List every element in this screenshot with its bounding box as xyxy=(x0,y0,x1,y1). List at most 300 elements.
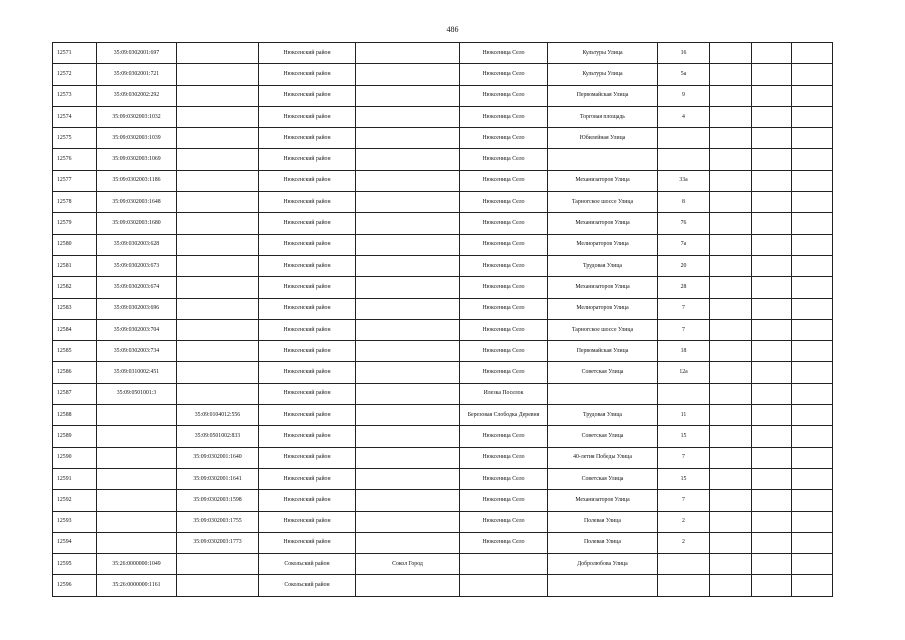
extra-cell-1 xyxy=(710,362,752,383)
extra-cell-1 xyxy=(710,170,752,191)
district-cell: Нюксенский район xyxy=(259,234,356,255)
extra-cell-3 xyxy=(792,383,833,404)
settlement-cell: Нюксеница Село xyxy=(460,106,548,127)
table-row xyxy=(53,532,833,553)
settlement-cell: Нюксеница Село xyxy=(460,298,548,319)
settlement-cell: Нюксеница Село xyxy=(460,362,548,383)
settlement-cell: Нюксеница Село xyxy=(460,170,548,191)
house-number-cell: 9 xyxy=(658,85,710,106)
district-cell: Нюксенский район xyxy=(259,85,356,106)
district-cell: Нюксенский район xyxy=(259,532,356,553)
row-number-cell: 12596 xyxy=(53,575,97,596)
cadastral-number-cell: 35:09:0310002:451 xyxy=(97,362,177,383)
cadastral-number-cell xyxy=(97,447,177,468)
extra-cell-1 xyxy=(710,468,752,489)
district-cell: Нюксенский район xyxy=(259,43,356,64)
street-cell: Торговая площадь xyxy=(548,106,658,127)
cadastral-number-alt-cell: 35:09:0501002:833 xyxy=(177,426,259,447)
table-row xyxy=(53,319,833,340)
row-number-cell: 12572 xyxy=(53,64,97,85)
extra-cell-3 xyxy=(792,362,833,383)
cadastral-number-alt-cell xyxy=(177,106,259,127)
house-number-cell: 7 xyxy=(658,490,710,511)
extra-cell-3 xyxy=(792,64,833,85)
street-cell: Механизаторов Улица xyxy=(548,213,658,234)
table-row xyxy=(53,128,833,149)
house-number-cell: 2 xyxy=(658,532,710,553)
extra-cell-3 xyxy=(792,192,833,213)
extra-cell-1 xyxy=(710,341,752,362)
district-cell: Нюксенский район xyxy=(259,319,356,340)
city-cell xyxy=(356,192,460,213)
table-row xyxy=(53,575,833,596)
row-number-cell: 12593 xyxy=(53,511,97,532)
settlement-cell: Нюксеница Село xyxy=(460,234,548,255)
house-number-cell: 7а xyxy=(658,234,710,255)
house-number-cell: 2 xyxy=(658,511,710,532)
row-number-cell: 12591 xyxy=(53,468,97,489)
cadastral-number-cell: 35:09:0302003:1186 xyxy=(97,170,177,191)
extra-cell-1 xyxy=(710,106,752,127)
extra-cell-2 xyxy=(752,362,792,383)
row-number-cell: 12578 xyxy=(53,192,97,213)
table-row xyxy=(53,85,833,106)
row-number-cell: 12577 xyxy=(53,170,97,191)
cadastral-number-cell: 35:09:0302003:696 xyxy=(97,298,177,319)
cadastral-number-alt-cell xyxy=(177,362,259,383)
city-cell xyxy=(356,85,460,106)
table-row xyxy=(53,554,833,575)
cadastral-number-alt-cell xyxy=(177,255,259,276)
city-cell xyxy=(356,383,460,404)
house-number-cell: 33а xyxy=(658,170,710,191)
street-cell: Механизаторов Улица xyxy=(548,170,658,191)
street-cell xyxy=(548,149,658,170)
cadastral-number-cell xyxy=(97,511,177,532)
settlement-cell: Илезка Поселок xyxy=(460,383,548,404)
cadastral-number-cell: 35:09:0302003:674 xyxy=(97,277,177,298)
district-cell: Нюксенский район xyxy=(259,170,356,191)
city-cell xyxy=(356,128,460,149)
cadastral-number-alt-cell xyxy=(177,170,259,191)
table-row xyxy=(53,64,833,85)
cadastral-number-alt-cell xyxy=(177,128,259,149)
extra-cell-2 xyxy=(752,511,792,532)
extra-cell-3 xyxy=(792,468,833,489)
table-row xyxy=(53,106,833,127)
settlement-cell: Нюксеница Село xyxy=(460,213,548,234)
city-cell xyxy=(356,298,460,319)
settlement-cell: Нюксеница Село xyxy=(460,255,548,276)
settlement-cell: Нюксеница Село xyxy=(460,319,548,340)
extra-cell-3 xyxy=(792,255,833,276)
extra-cell-1 xyxy=(710,85,752,106)
extra-cell-3 xyxy=(792,575,833,596)
extra-cell-1 xyxy=(710,511,752,532)
house-number-cell: 16 xyxy=(658,43,710,64)
settlement-cell: Нюксеница Село xyxy=(460,149,548,170)
table-row xyxy=(53,255,833,276)
district-cell: Нюксенский район xyxy=(259,362,356,383)
district-cell: Нюксенский район xyxy=(259,149,356,170)
district-cell: Нюксенский район xyxy=(259,128,356,149)
house-number-cell xyxy=(658,128,710,149)
extra-cell-1 xyxy=(710,149,752,170)
extra-cell-3 xyxy=(792,554,833,575)
cadastral-number-cell: 35:09:0302003:628 xyxy=(97,234,177,255)
table-row xyxy=(53,213,833,234)
settlement-cell: Нюксеница Село xyxy=(460,447,548,468)
cadastral-number-alt-cell: 35:09:0302001:1641 xyxy=(177,468,259,489)
table-row xyxy=(53,490,833,511)
settlement-cell: Нюксеница Село xyxy=(460,490,548,511)
table-row xyxy=(53,149,833,170)
settlement-cell: Нюксеница Село xyxy=(460,277,548,298)
table-row xyxy=(53,298,833,319)
row-number-cell: 12584 xyxy=(53,319,97,340)
row-number-cell: 12590 xyxy=(53,447,97,468)
cadastral-number-alt-cell xyxy=(177,277,259,298)
city-cell xyxy=(356,532,460,553)
street-cell: Первомайская Улица xyxy=(548,85,658,106)
extra-cell-3 xyxy=(792,405,833,426)
city-cell xyxy=(356,170,460,191)
street-cell: Первомайская Улица xyxy=(548,341,658,362)
cadastral-number-alt-cell: 35:09:0302003:1755 xyxy=(177,511,259,532)
extra-cell-1 xyxy=(710,490,752,511)
extra-cell-2 xyxy=(752,447,792,468)
extra-cell-2 xyxy=(752,255,792,276)
cadastral-number-cell: 35:09:0302003:1680 xyxy=(97,213,177,234)
city-cell xyxy=(356,43,460,64)
extra-cell-3 xyxy=(792,234,833,255)
extra-cell-3 xyxy=(792,170,833,191)
row-number-cell: 12588 xyxy=(53,405,97,426)
city-cell xyxy=(356,319,460,340)
cadastral-number-alt-cell xyxy=(177,43,259,64)
house-number-cell: 7 xyxy=(658,319,710,340)
extra-cell-2 xyxy=(752,468,792,489)
city-cell xyxy=(356,490,460,511)
extra-cell-2 xyxy=(752,277,792,298)
extra-cell-2 xyxy=(752,106,792,127)
cadastral-number-alt-cell: 35:09:0104012:556 xyxy=(177,405,259,426)
house-number-cell: 11 xyxy=(658,405,710,426)
extra-cell-1 xyxy=(710,405,752,426)
cadastral-number-cell: 35:09:0302001:697 xyxy=(97,43,177,64)
street-cell: Трудовая Улица xyxy=(548,405,658,426)
house-number-cell: 7 xyxy=(658,447,710,468)
city-cell xyxy=(356,405,460,426)
house-number-cell: 15 xyxy=(658,426,710,447)
table-row xyxy=(53,362,833,383)
house-number-cell: 4 xyxy=(658,106,710,127)
district-cell: Нюксенский район xyxy=(259,213,356,234)
extra-cell-2 xyxy=(752,234,792,255)
row-number-cell: 12592 xyxy=(53,490,97,511)
cadastral-number-cell: 35:26:0000000:1049 xyxy=(97,554,177,575)
extra-cell-3 xyxy=(792,426,833,447)
row-number-cell: 12582 xyxy=(53,277,97,298)
street-cell: Трудовая Улица xyxy=(548,255,658,276)
extra-cell-2 xyxy=(752,383,792,404)
cadastral-number-alt-cell xyxy=(177,213,259,234)
extra-cell-2 xyxy=(752,490,792,511)
district-cell: Нюксенский район xyxy=(259,341,356,362)
cadastral-number-cell xyxy=(97,490,177,511)
registry-table xyxy=(52,42,833,597)
street-cell: Советская Улица xyxy=(548,468,658,489)
district-cell: Нюксенский район xyxy=(259,468,356,489)
cadastral-number-alt-cell xyxy=(177,575,259,596)
street-cell: Советская Улица xyxy=(548,426,658,447)
extra-cell-2 xyxy=(752,319,792,340)
extra-cell-3 xyxy=(792,43,833,64)
cadastral-number-alt-cell: 35:09:0302003:1598 xyxy=(177,490,259,511)
district-cell: Нюксенский район xyxy=(259,192,356,213)
table-row xyxy=(53,192,833,213)
settlement-cell xyxy=(460,554,548,575)
table-row xyxy=(53,43,833,64)
cadastral-number-alt-cell xyxy=(177,383,259,404)
district-cell: Нюксенский район xyxy=(259,64,356,85)
street-cell: Механизаторов Улица xyxy=(548,490,658,511)
extra-cell-2 xyxy=(752,64,792,85)
district-cell: Нюксенский район xyxy=(259,490,356,511)
street-cell: Юбилейная Улица xyxy=(548,128,658,149)
extra-cell-1 xyxy=(710,383,752,404)
row-number-cell: 12589 xyxy=(53,426,97,447)
row-number-cell: 12576 xyxy=(53,149,97,170)
page-number: 486 xyxy=(446,25,459,34)
city-cell xyxy=(356,511,460,532)
extra-cell-3 xyxy=(792,490,833,511)
street-cell xyxy=(548,383,658,404)
cadastral-number-alt-cell xyxy=(177,64,259,85)
extra-cell-2 xyxy=(752,575,792,596)
cadastral-number-alt-cell xyxy=(177,554,259,575)
extra-cell-1 xyxy=(710,554,752,575)
table-row xyxy=(53,511,833,532)
house-number-cell xyxy=(658,554,710,575)
settlement-cell: Нюксеница Село xyxy=(460,192,548,213)
cadastral-number-cell xyxy=(97,405,177,426)
cadastral-number-cell: 35:09:0302003:734 xyxy=(97,341,177,362)
street-cell: 40-летия Победы Улица xyxy=(548,447,658,468)
house-number-cell xyxy=(658,575,710,596)
row-number-cell: 12585 xyxy=(53,341,97,362)
table-row xyxy=(53,277,833,298)
extra-cell-3 xyxy=(792,85,833,106)
street-cell: Культуры Улица xyxy=(548,64,658,85)
table-row xyxy=(53,383,833,404)
extra-cell-2 xyxy=(752,213,792,234)
street-cell: Полевая Улица xyxy=(548,511,658,532)
city-cell xyxy=(356,106,460,127)
extra-cell-2 xyxy=(752,298,792,319)
extra-cell-2 xyxy=(752,426,792,447)
street-cell: Механизаторов Улица xyxy=(548,277,658,298)
cadastral-number-cell xyxy=(97,532,177,553)
city-cell xyxy=(356,277,460,298)
city-cell xyxy=(356,234,460,255)
city-cell xyxy=(356,426,460,447)
extra-cell-2 xyxy=(752,85,792,106)
extra-cell-1 xyxy=(710,532,752,553)
row-number-cell: 12575 xyxy=(53,128,97,149)
district-cell: Нюксенский район xyxy=(259,447,356,468)
city-cell xyxy=(356,575,460,596)
extra-cell-1 xyxy=(710,43,752,64)
extra-cell-2 xyxy=(752,43,792,64)
district-cell: Сокольский район xyxy=(259,575,356,596)
district-cell: Нюксенский район xyxy=(259,511,356,532)
extra-cell-1 xyxy=(710,426,752,447)
extra-cell-2 xyxy=(752,170,792,191)
table-row xyxy=(53,234,833,255)
extra-cell-1 xyxy=(710,298,752,319)
street-cell xyxy=(548,575,658,596)
settlement-cell: Нюксеница Село xyxy=(460,128,548,149)
row-number-cell: 12586 xyxy=(53,362,97,383)
extra-cell-3 xyxy=(792,213,833,234)
extra-cell-2 xyxy=(752,405,792,426)
city-cell xyxy=(356,362,460,383)
extra-cell-1 xyxy=(710,447,752,468)
settlement-cell: Нюксеница Село xyxy=(460,341,548,362)
cadastral-number-cell xyxy=(97,426,177,447)
house-number-cell: 5а xyxy=(658,64,710,85)
cadastral-number-alt-cell xyxy=(177,341,259,362)
extra-cell-2 xyxy=(752,192,792,213)
extra-cell-3 xyxy=(792,128,833,149)
street-cell: Добролюбова Улица xyxy=(548,554,658,575)
city-cell xyxy=(356,213,460,234)
extra-cell-1 xyxy=(710,255,752,276)
district-cell: Нюксенский район xyxy=(259,106,356,127)
cadastral-number-cell: 35:09:0302003:1039 xyxy=(97,128,177,149)
settlement-cell: Березовая Слободка Деревня xyxy=(460,405,548,426)
city-cell: Сокол Город xyxy=(356,554,460,575)
house-number-cell: 28 xyxy=(658,277,710,298)
extra-cell-3 xyxy=(792,298,833,319)
street-cell: Советская Улица xyxy=(548,362,658,383)
city-cell xyxy=(356,341,460,362)
street-cell: Тарногское шоссе Улица xyxy=(548,319,658,340)
district-cell: Нюксенский район xyxy=(259,383,356,404)
house-number-cell: 18 xyxy=(658,341,710,362)
house-number-cell xyxy=(658,383,710,404)
house-number-cell: 15 xyxy=(658,468,710,489)
extra-cell-3 xyxy=(792,149,833,170)
cadastral-number-cell: 35:09:0302003:1069 xyxy=(97,149,177,170)
street-cell: Тарногское шоссе Улица xyxy=(548,192,658,213)
row-number-cell: 12587 xyxy=(53,383,97,404)
extra-cell-3 xyxy=(792,532,833,553)
house-number-cell: 76 xyxy=(658,213,710,234)
city-cell xyxy=(356,447,460,468)
cadastral-number-cell: 35:09:0302003:1648 xyxy=(97,192,177,213)
extra-cell-1 xyxy=(710,128,752,149)
extra-cell-3 xyxy=(792,341,833,362)
district-cell: Сокольский район xyxy=(259,554,356,575)
extra-cell-2 xyxy=(752,149,792,170)
cadastral-number-alt-cell: 35:09:0302001:1640 xyxy=(177,447,259,468)
cadastral-number-alt-cell xyxy=(177,234,259,255)
district-cell: Нюксенский район xyxy=(259,426,356,447)
house-number-cell xyxy=(658,149,710,170)
extra-cell-3 xyxy=(792,319,833,340)
extra-cell-3 xyxy=(792,106,833,127)
cadastral-number-cell: 35:09:0501001:3 xyxy=(97,383,177,404)
row-number-cell: 12579 xyxy=(53,213,97,234)
extra-cell-3 xyxy=(792,511,833,532)
extra-cell-1 xyxy=(710,575,752,596)
house-number-cell: 20 xyxy=(658,255,710,276)
extra-cell-2 xyxy=(752,532,792,553)
table-row xyxy=(53,170,833,191)
district-cell: Нюксенский район xyxy=(259,298,356,319)
cadastral-number-cell: 35:09:0302003:1032 xyxy=(97,106,177,127)
cadastral-number-cell: 35:09:0302003:704 xyxy=(97,319,177,340)
settlement-cell: Нюксеница Село xyxy=(460,468,548,489)
house-number-cell: 7 xyxy=(658,298,710,319)
house-number-cell: 8 xyxy=(658,192,710,213)
row-number-cell: 12595 xyxy=(53,554,97,575)
cadastral-number-cell: 35:26:0000000:1161 xyxy=(97,575,177,596)
extra-cell-1 xyxy=(710,213,752,234)
extra-cell-2 xyxy=(752,341,792,362)
table-row xyxy=(53,426,833,447)
district-cell: Нюксенский район xyxy=(259,255,356,276)
city-cell xyxy=(356,64,460,85)
table-row xyxy=(53,447,833,468)
street-cell: Мелиораторов Улица xyxy=(548,234,658,255)
city-cell xyxy=(356,149,460,170)
settlement-cell: Нюксеница Село xyxy=(460,64,548,85)
extra-cell-1 xyxy=(710,64,752,85)
settlement-cell: Нюксеница Село xyxy=(460,511,548,532)
settlement-cell: Нюксеница Село xyxy=(460,532,548,553)
extra-cell-2 xyxy=(752,128,792,149)
cadastral-number-alt-cell xyxy=(177,298,259,319)
street-cell: Мелиораторов Улица xyxy=(548,298,658,319)
row-number-cell: 12573 xyxy=(53,85,97,106)
table-row xyxy=(53,341,833,362)
settlement-cell: Нюксеница Село xyxy=(460,43,548,64)
street-cell: Культуры Улица xyxy=(548,43,658,64)
cadastral-number-alt-cell xyxy=(177,149,259,170)
row-number-cell: 12574 xyxy=(53,106,97,127)
street-cell: Полевая Улица xyxy=(548,532,658,553)
extra-cell-2 xyxy=(752,554,792,575)
cadastral-number-alt-cell xyxy=(177,85,259,106)
cadastral-number-alt-cell: 35:09:0302003:1773 xyxy=(177,532,259,553)
extra-cell-1 xyxy=(710,319,752,340)
extra-cell-3 xyxy=(792,277,833,298)
row-number-cell: 12571 xyxy=(53,43,97,64)
cadastral-number-alt-cell xyxy=(177,192,259,213)
extra-cell-1 xyxy=(710,192,752,213)
cadastral-number-alt-cell xyxy=(177,319,259,340)
row-number-cell: 12594 xyxy=(53,532,97,553)
row-number-cell: 12580 xyxy=(53,234,97,255)
table-body xyxy=(53,43,833,597)
extra-cell-3 xyxy=(792,447,833,468)
city-cell xyxy=(356,255,460,276)
cadastral-number-cell xyxy=(97,468,177,489)
row-number-cell: 12583 xyxy=(53,298,97,319)
